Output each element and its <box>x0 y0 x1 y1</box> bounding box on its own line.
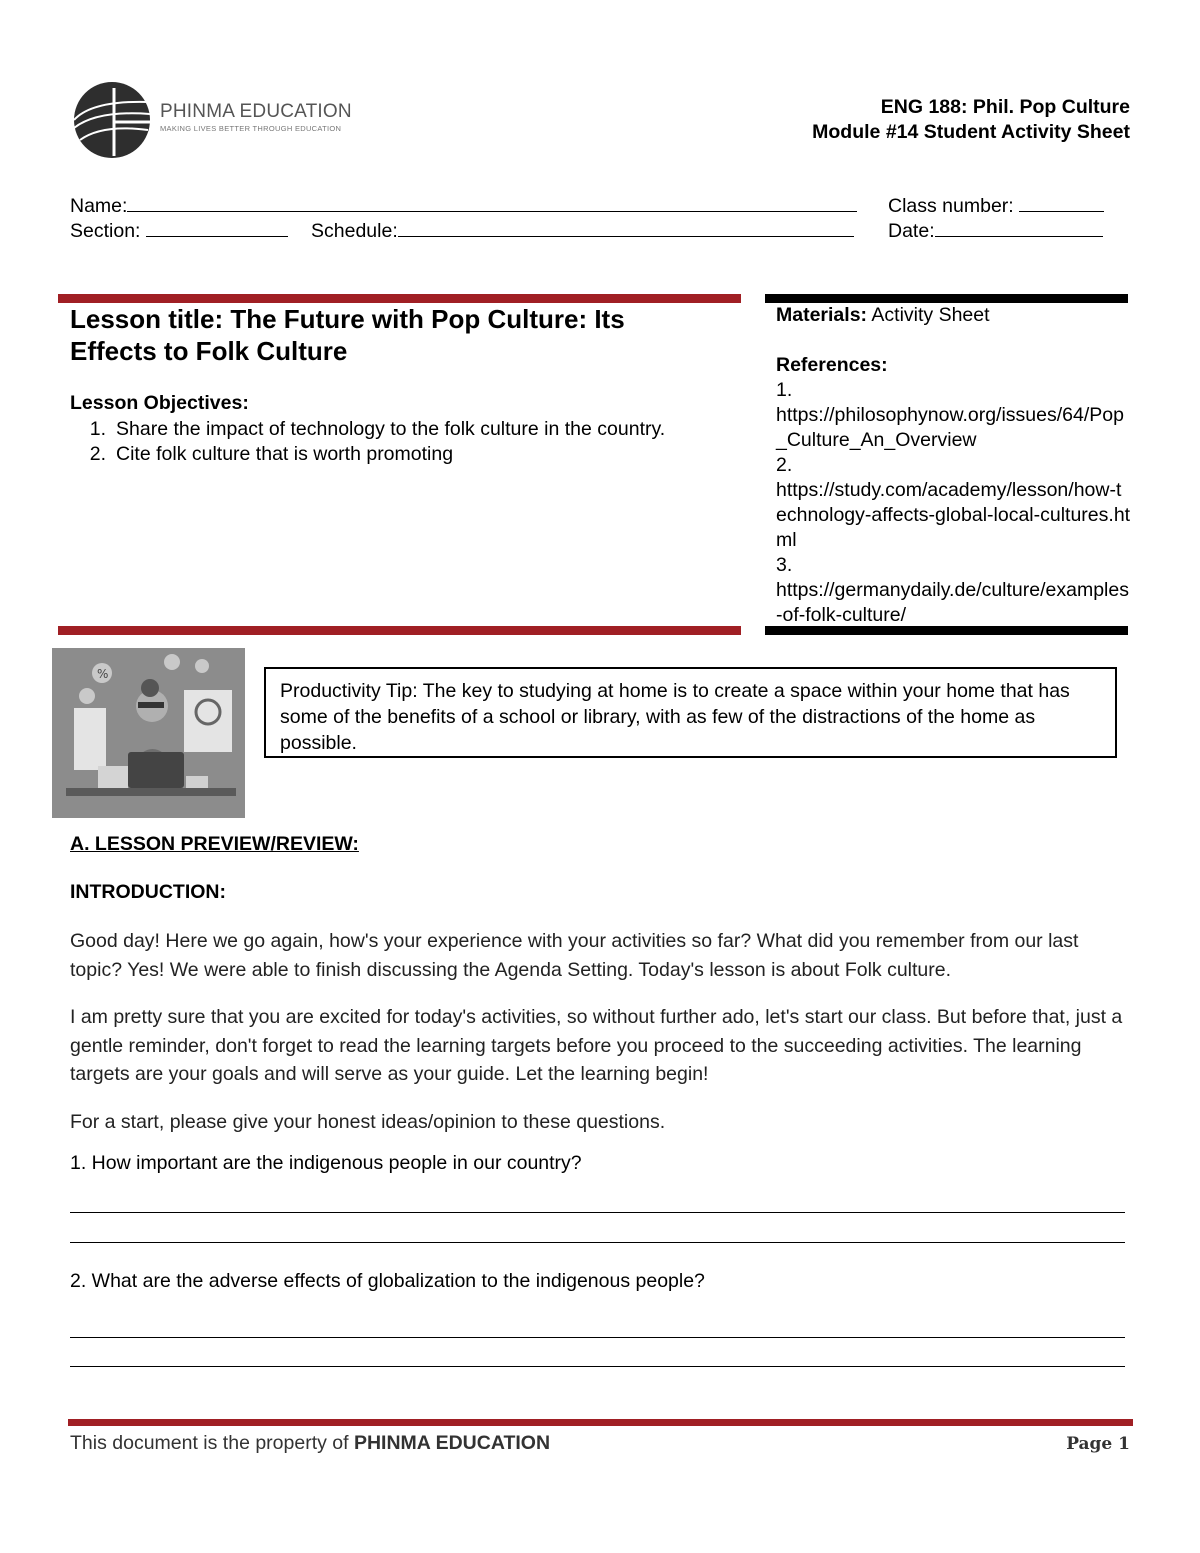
class-number-label: Class number: <box>888 195 1014 217</box>
reference-link[interactable]: https://study.com/academy/lesson/how-technology-affects-global-local-cultures.html <box>776 479 1131 551</box>
references-label: References: <box>776 354 888 376</box>
footer-prefix: This document is the property of <box>70 1432 354 1454</box>
objective-text: Cite folk culture that is worth promoting <box>116 443 454 465</box>
introduction-heading: INTRODUCTION: <box>70 881 226 903</box>
materials-panel <box>776 303 1131 628</box>
class-number-line[interactable] <box>1019 195 1104 212</box>
logo-name: PHINMA EDUCATION <box>160 101 352 122</box>
lesson-top-bar <box>58 294 741 303</box>
schedule-field[interactable] <box>311 220 854 243</box>
objective-number: 2. <box>89 443 106 465</box>
intro-paragraph: Good day! Here we go again, how's your experience with your activities so far? What did you remember from our last topic? Yes! We were able to finish discussing the Agenda Setting. Today's lesson is about Folk culture. <box>70 930 1079 981</box>
footer-bar <box>68 1419 1133 1426</box>
lesson-title: Lesson title: The Future with Pop Culture: Its Effects to Folk Culture <box>70 304 625 366</box>
materials-value: Activity Sheet <box>871 304 990 326</box>
date-label: Date: <box>888 220 935 242</box>
question-2: 2. What are the adverse effects of globalization to the indigenous people? <box>70 1270 705 1292</box>
objective-text: Share the impact of technology to the folk culture in the country. <box>116 418 666 440</box>
answer-line[interactable] <box>70 1337 1125 1338</box>
name-field[interactable] <box>70 195 857 218</box>
course-title: ENG 188: Phil. Pop Culture <box>880 96 1130 118</box>
page-number: Page 1 <box>1066 1434 1130 1454</box>
globe-logo-icon <box>72 80 152 160</box>
student-illustration <box>52 648 245 818</box>
question-1: 1. How important are the indigenous people in our country? <box>70 1152 582 1174</box>
materials-line <box>776 303 1131 328</box>
reference-link[interactable]: https://philosophynow.org/issues/64/Pop_Culture_An_Overview <box>776 404 1124 451</box>
answer-line[interactable] <box>70 1366 1125 1367</box>
answer-line[interactable] <box>70 1242 1125 1243</box>
section-line[interactable] <box>146 220 288 237</box>
section-label: Section: <box>70 220 141 242</box>
schedule-line[interactable] <box>398 220 854 237</box>
reference-number: 2. <box>776 454 793 476</box>
section-field[interactable] <box>70 220 288 243</box>
course-header <box>812 95 1130 145</box>
answer-line[interactable] <box>70 1212 1125 1213</box>
productivity-tip-box: Productivity Tip: The key to studying at home is to create a space within your home that has some of the benefits of a school or library, with as few of the distractions of the home as possible. <box>264 667 1117 758</box>
schedule-label: Schedule: <box>311 220 398 242</box>
footer-owner: PHINMA EDUCATION <box>353 1432 551 1454</box>
intro-paragraph: For a start, please give your honest ideas/opinion to these questions. <box>70 1111 666 1133</box>
class-number-field[interactable] <box>888 195 1104 218</box>
footer-text <box>70 1432 550 1455</box>
objective-number: 1. <box>89 418 106 440</box>
studying-person-icon <box>52 648 245 818</box>
objectives-heading: Lesson Objectives: <box>70 392 249 414</box>
name-line[interactable] <box>127 195 857 212</box>
lesson-bottom-bar <box>58 626 741 635</box>
reference-number: 1. <box>776 379 793 401</box>
reference-link[interactable]: https://germanydaily.de/culture/examples-of-folk-culture/ <box>776 579 1129 626</box>
materials-top-bar <box>765 294 1128 303</box>
date-field[interactable] <box>888 220 1103 243</box>
svg-text:%: % <box>97 667 109 681</box>
objective-item <box>70 417 710 441</box>
reference-number: 3. <box>776 554 793 576</box>
objectives-list <box>70 417 710 466</box>
name-label: Name: <box>70 195 128 217</box>
intro-paragraph: I am pretty sure that you are excited for today's activities, so without further ado, let's start our class. But before that, just a gentle reminder, don't forget to read the learning targets before you proceed to the succeeding activities. The learning targets are your goals and will serve as your guide. Let the learning begin! <box>70 1006 1123 1085</box>
module-title: Module #14 Student Activity Sheet <box>812 121 1130 143</box>
logo-tagline: MAKING LIVES BETTER THROUGH EDUCATION <box>160 124 342 133</box>
materials-label: Materials: <box>776 304 868 326</box>
section-a-heading: A. LESSON PREVIEW/REVIEW: <box>70 833 359 855</box>
objective-item <box>70 442 710 466</box>
date-line[interactable] <box>935 220 1103 237</box>
